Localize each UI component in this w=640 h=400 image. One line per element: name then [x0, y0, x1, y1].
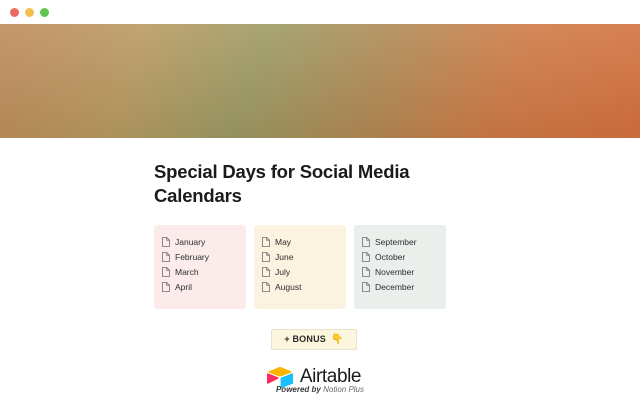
list-item[interactable]	[162, 250, 238, 265]
list-item[interactable]	[262, 280, 338, 295]
list-item-label: March	[175, 266, 199, 277]
document-icon	[262, 282, 270, 292]
document-icon	[162, 237, 170, 247]
document-icon	[362, 252, 370, 262]
bonus-callout	[271, 329, 356, 350]
airtable-logo-text: Airtable	[299, 365, 362, 387]
document-icon	[162, 267, 170, 277]
list-item-label: October	[375, 251, 406, 262]
list-item-label: July	[275, 266, 291, 277]
list-item[interactable]	[262, 250, 338, 265]
page-title: Special Days for Social Media Calendars	[154, 161, 410, 207]
list-item[interactable]	[362, 235, 438, 250]
document-icon	[362, 237, 370, 247]
list-item-label: February	[175, 251, 210, 262]
list-item[interactable]	[162, 265, 238, 280]
month-column-q2	[254, 225, 346, 309]
minimize-window-button[interactable]	[25, 8, 34, 17]
list-item-label: December	[375, 281, 415, 292]
page-content	[0, 138, 640, 400]
list-item-label: June	[275, 251, 294, 262]
list-item-label: August	[275, 281, 302, 292]
close-window-button[interactable]	[10, 8, 19, 17]
month-column-q1	[154, 225, 246, 309]
document-icon	[162, 282, 170, 292]
document-icon	[262, 237, 270, 247]
list-item[interactable]	[162, 235, 238, 250]
list-item[interactable]	[362, 250, 438, 265]
list-item[interactable]	[262, 265, 338, 280]
list-item-label: November	[375, 266, 415, 277]
list-item-label: April	[175, 281, 193, 292]
document-icon	[362, 267, 370, 277]
bonus-callout-row	[154, 329, 474, 350]
window-titlebar	[0, 0, 640, 24]
maximize-window-button[interactable]	[40, 8, 49, 17]
content-container	[154, 138, 474, 388]
list-item-label: January	[175, 236, 206, 247]
footer-prefix: Powered by	[275, 385, 324, 394]
document-icon	[162, 252, 170, 262]
month-column-q3q4	[354, 225, 446, 309]
list-item[interactable]	[162, 280, 238, 295]
cover-image-banner	[0, 24, 640, 138]
list-item[interactable]	[362, 280, 438, 295]
list-item[interactable]	[262, 235, 338, 250]
month-columns	[154, 225, 474, 309]
pointing-down-icon: 👇	[331, 333, 344, 345]
document-icon	[262, 267, 270, 277]
document-icon	[362, 282, 370, 292]
footer	[0, 385, 640, 394]
bonus-label: + BONUS	[284, 334, 326, 345]
list-item[interactable]	[362, 265, 438, 280]
document-icon	[262, 252, 270, 262]
footer-link[interactable]: Notion Plus	[323, 385, 365, 394]
list-item-label: September	[375, 236, 417, 247]
list-item-label: May	[275, 236, 292, 247]
